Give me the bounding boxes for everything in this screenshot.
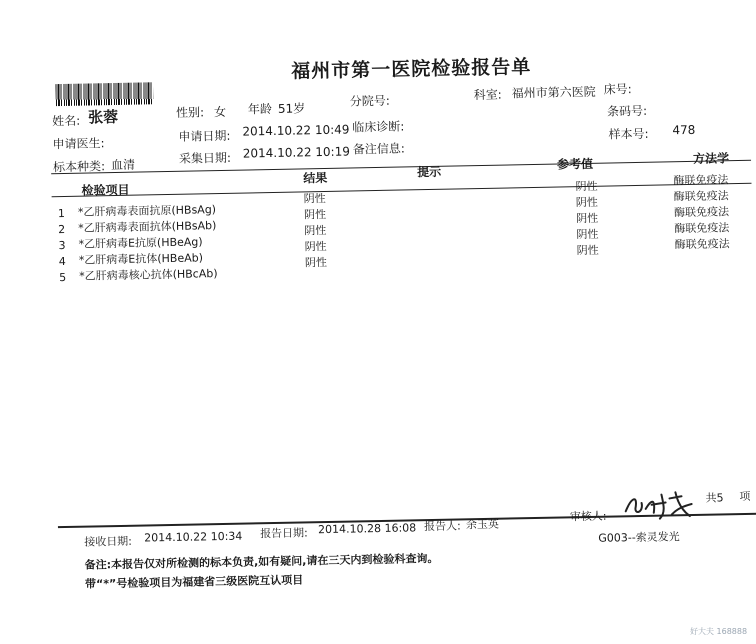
sex-label: 性别: (175, 105, 205, 120)
reporter-label: 报告人: (423, 519, 461, 534)
row-method: 酶联免疫法 (674, 221, 730, 236)
patient-name: 张蓉 (87, 107, 119, 127)
sample-type-value: 血清 (110, 157, 136, 173)
sex-value: 女 (213, 104, 227, 120)
apply-date-label: 申请日期: (178, 128, 231, 144)
report-title: 福州市第一医院检验报告单 (291, 56, 532, 83)
footer-note-1: 备注:本报告仅对所检测的标本负责,如有疑问,请在三天内到检验科查询。 (84, 551, 439, 572)
remarks-label: 备注信息: (352, 141, 405, 157)
row-result: 阴性 (304, 239, 327, 254)
dept-value: 福州市第六医院 (511, 84, 596, 101)
total-unit: 项 (739, 489, 751, 504)
reviewer-label: 审核人: (569, 509, 607, 524)
col-header-result: 结果 (303, 170, 328, 186)
receive-date-value: 2014.10.22 10:34 (144, 529, 243, 545)
row-result: 阴性 (304, 223, 327, 238)
table-header-rule (52, 183, 752, 197)
row-number: 3 (58, 238, 66, 253)
age-value: 51岁 (277, 101, 306, 116)
collect-date-label: 采集日期: (178, 150, 232, 166)
branch-label: 分院号: (349, 93, 391, 109)
row-number: 1 (57, 206, 66, 221)
diagnosis-label: 临床诊断: (352, 119, 405, 135)
col-header-method: 方法学 (692, 151, 730, 166)
reviewer-signature-icon (621, 488, 696, 523)
report-date-label: 报告日期: (259, 526, 308, 541)
sample-type-label: 标本种类: (52, 159, 106, 175)
row-ref: 阴性 (575, 179, 598, 194)
total-count: 共5 (705, 491, 724, 505)
patient-name-label: 姓名: (52, 113, 81, 129)
row-ref: 阴性 (576, 227, 599, 242)
row-method: 酶联免疫法 (673, 173, 729, 188)
barcode-icon (55, 82, 153, 106)
sample-no-label: 样本号: (608, 126, 649, 142)
row-result: 阴性 (303, 191, 326, 206)
row-item: *乙肝病毒E抗原(HBeAg) (78, 235, 203, 251)
barcode-no-label: 条码号: (606, 103, 648, 119)
reporter-name: 余玉英 (465, 517, 500, 532)
footer-note-2: 带“*”号检验项目为福建省三级医院互认项目 (84, 573, 304, 591)
table-top-rule (51, 160, 751, 174)
bed-label: 床号: (603, 82, 632, 97)
col-header-hint: 提示 (417, 164, 442, 180)
row-method: 酶联免疫法 (674, 237, 730, 252)
report-date-value: 2014.10.28 16:08 (317, 521, 417, 537)
row-item: *乙肝病毒E抗体(HBeAb) (78, 251, 204, 267)
row-number: 4 (58, 254, 66, 269)
row-item: *乙肝病毒核心抗体(HBcAb) (79, 267, 218, 283)
col-header-ref: 参考值 (556, 156, 594, 172)
sample-no-value: 478 (672, 122, 696, 138)
age-label: 年龄 (247, 101, 273, 117)
dept-label: 科室: (473, 87, 502, 103)
row-method: 酶联免疫法 (673, 205, 730, 220)
receive-date-label: 接收日期: (84, 534, 133, 549)
col-header-item: 检验项目 (81, 182, 130, 198)
row-ref: 阴性 (576, 243, 599, 258)
row-ref: 阴性 (575, 195, 598, 210)
row-result: 阴性 (304, 255, 328, 270)
row-method: 酶联免疫法 (673, 189, 729, 204)
apply-date-value: 2014.10.22 10:49 (242, 122, 350, 139)
row-ref: 阴性 (576, 211, 599, 226)
row-number: 2 (58, 222, 66, 237)
collect-date-value: 2014.10.22 10:19 (242, 144, 351, 161)
row-item: *乙肝病毒表面抗体(HBsAb) (78, 219, 217, 235)
watermark: 好大夫 168888 (690, 627, 748, 636)
reviewer-code: G003--索灵发光 (598, 530, 680, 545)
doctor-label: 申请医生: (52, 136, 105, 152)
row-number: 5 (59, 270, 67, 285)
row-item: *乙肝病毒表面抗原(HBsAg) (77, 203, 217, 219)
row-result: 阴性 (303, 207, 327, 222)
